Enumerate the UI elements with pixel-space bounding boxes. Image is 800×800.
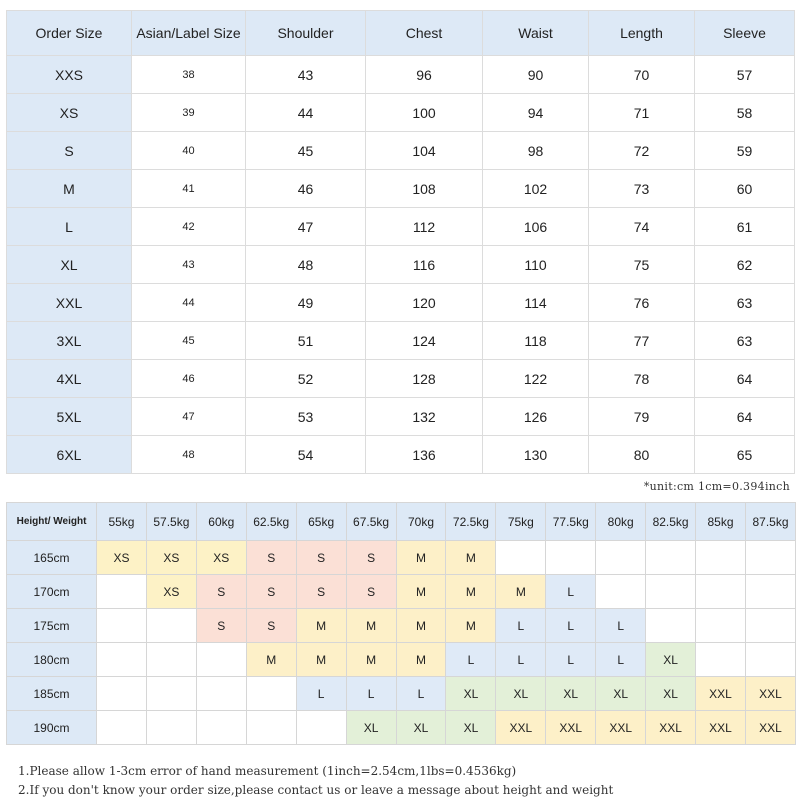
recommended-size-cell: L [546, 575, 596, 609]
size-cell: 75 [589, 246, 695, 284]
size-cell: 5XL [7, 398, 132, 436]
size-cell: 124 [366, 322, 483, 360]
recommended-size-cell: S [296, 541, 346, 575]
recommended-size-cell [146, 677, 196, 711]
size-table-header-row [7, 11, 795, 56]
size-cell: 64 [695, 360, 795, 398]
weight-header: 82.5kg [646, 503, 696, 541]
size-cell: 122 [483, 360, 589, 398]
size-cell: 39 [132, 94, 246, 132]
size-cell: 48 [132, 436, 246, 474]
recommended-size-cell: M [396, 643, 446, 677]
height-weight-corner-label: Height/ Weight [7, 503, 97, 541]
recommended-size-cell [546, 541, 596, 575]
size-cell: 100 [366, 94, 483, 132]
recommended-size-cell [146, 711, 196, 745]
weight-header: 80kg [596, 503, 646, 541]
size-cell: 4XL [7, 360, 132, 398]
recommended-size-cell: L [596, 643, 646, 677]
hw-row [7, 609, 796, 643]
recommended-size-cell: XL [446, 711, 496, 745]
height-label: 180cm [7, 643, 97, 677]
recommended-size-cell [296, 711, 346, 745]
height-label: 165cm [7, 541, 97, 575]
recommended-size-cell [696, 643, 746, 677]
size-cell: 52 [246, 360, 366, 398]
size-row [7, 436, 795, 474]
size-cell: 40 [132, 132, 246, 170]
size-cell: 128 [366, 360, 483, 398]
size-cell: 44 [132, 284, 246, 322]
recommended-size-cell: L [496, 643, 546, 677]
size-cell: 45 [132, 322, 246, 360]
column-header-length: Length [589, 11, 695, 56]
size-cell: 72 [589, 132, 695, 170]
recommended-size-cell [696, 609, 746, 643]
recommended-size-cell [246, 677, 296, 711]
recommended-size-cell: XL [646, 677, 696, 711]
size-cell: 64 [695, 398, 795, 436]
recommended-size-cell [146, 609, 196, 643]
column-header-shoulder: Shoulder [246, 11, 366, 56]
recommended-size-cell: L [496, 609, 546, 643]
size-cell: 62 [695, 246, 795, 284]
size-cell: 76 [589, 284, 695, 322]
recommended-size-cell: L [596, 609, 646, 643]
size-cell: 51 [246, 322, 366, 360]
recommended-size-cell: S [296, 575, 346, 609]
recommended-size-cell: M [396, 575, 446, 609]
weight-header: 75kg [496, 503, 546, 541]
size-cell: 53 [246, 398, 366, 436]
recommended-size-cell: XS [97, 541, 147, 575]
recommended-size-cell [646, 575, 696, 609]
recommended-size-cell: S [196, 609, 246, 643]
recommended-size-cell: XL [346, 711, 396, 745]
size-cell: 130 [483, 436, 589, 474]
recommended-size-cell [745, 541, 795, 575]
column-header-sleeve: Sleeve [695, 11, 795, 56]
recommended-size-cell: M [396, 541, 446, 575]
recommended-size-cell [97, 711, 147, 745]
recommended-size-cell: L [546, 609, 596, 643]
size-row [7, 360, 795, 398]
size-row [7, 94, 795, 132]
size-cell: 114 [483, 284, 589, 322]
size-row [7, 208, 795, 246]
recommended-size-cell: M [346, 609, 396, 643]
recommended-size-cell: XL [396, 711, 446, 745]
recommended-size-cell [745, 609, 795, 643]
height-label: 185cm [7, 677, 97, 711]
recommended-size-cell: XL [646, 643, 696, 677]
recommended-size-cell [97, 575, 147, 609]
column-header-order-size: Order Size [7, 11, 132, 56]
size-cell: 46 [132, 360, 246, 398]
recommended-size-cell: XL [546, 677, 596, 711]
size-cell: 48 [246, 246, 366, 284]
note-contact-us: 2.If you don't know your order size,please contact us or leave a message about height and weight [18, 783, 614, 797]
size-cell: 90 [483, 56, 589, 94]
size-cell: 54 [246, 436, 366, 474]
recommended-size-cell: M [446, 609, 496, 643]
recommended-size-cell: M [396, 609, 446, 643]
size-row [7, 132, 795, 170]
recommended-size-cell: XXL [496, 711, 546, 745]
recommended-size-cell [196, 677, 246, 711]
recommended-size-cell [596, 541, 646, 575]
size-cell: 104 [366, 132, 483, 170]
note-measurement-error: 1.Please allow 1-3cm error of hand measurement (1inch=2.54cm,1lbs=0.4536kg) [18, 764, 517, 778]
recommended-size-cell: XXL [596, 711, 646, 745]
size-cell: 6XL [7, 436, 132, 474]
size-cell: 71 [589, 94, 695, 132]
size-cell: 43 [132, 246, 246, 284]
size-cell: 49 [246, 284, 366, 322]
recommended-size-cell: XS [146, 575, 196, 609]
size-cell: XL [7, 246, 132, 284]
recommended-size-cell [246, 711, 296, 745]
size-cell: 59 [695, 132, 795, 170]
size-cell: 98 [483, 132, 589, 170]
recommended-size-cell: M [496, 575, 546, 609]
recommended-size-cell: M [246, 643, 296, 677]
size-cell: 61 [695, 208, 795, 246]
weight-header: 57.5kg [146, 503, 196, 541]
size-cell: 41 [132, 170, 246, 208]
size-cell: 96 [366, 56, 483, 94]
size-cell: 108 [366, 170, 483, 208]
recommended-size-cell [745, 643, 795, 677]
size-cell: 43 [246, 56, 366, 94]
weight-header: 72.5kg [446, 503, 496, 541]
unit-note: *unit:cm 1cm=0.394inch [643, 480, 790, 493]
recommended-size-cell: L [546, 643, 596, 677]
size-cell: 46 [246, 170, 366, 208]
size-cell: 74 [589, 208, 695, 246]
size-row [7, 246, 795, 284]
column-header-chest: Chest [366, 11, 483, 56]
size-cell: 94 [483, 94, 589, 132]
recommended-size-cell: M [296, 609, 346, 643]
recommended-size-cell: XS [196, 541, 246, 575]
size-cell: 126 [483, 398, 589, 436]
notes [18, 762, 613, 800]
size-cell: 47 [132, 398, 246, 436]
size-cell: XXL [7, 284, 132, 322]
height-label: 175cm [7, 609, 97, 643]
height-label: 170cm [7, 575, 97, 609]
size-cell: 63 [695, 322, 795, 360]
size-cell: S [7, 132, 132, 170]
recommended-size-cell: S [246, 575, 296, 609]
recommended-size-cell: XL [446, 677, 496, 711]
recommended-size-cell: XXL [745, 677, 795, 711]
recommended-size-cell [97, 643, 147, 677]
hw-header-row [7, 503, 796, 541]
recommended-size-cell: S [196, 575, 246, 609]
size-cell: 102 [483, 170, 589, 208]
recommended-size-cell: M [296, 643, 346, 677]
recommended-size-cell [196, 711, 246, 745]
size-cell: 73 [589, 170, 695, 208]
size-cell: 47 [246, 208, 366, 246]
recommended-size-cell: M [346, 643, 396, 677]
column-header-waist: Waist [483, 11, 589, 56]
recommended-size-cell: XXL [646, 711, 696, 745]
recommended-size-cell: L [346, 677, 396, 711]
size-cell: 58 [695, 94, 795, 132]
recommended-size-cell [646, 609, 696, 643]
size-cell: 118 [483, 322, 589, 360]
recommended-size-cell [696, 541, 746, 575]
recommended-size-cell: XL [496, 677, 546, 711]
weight-header: 67.5kg [346, 503, 396, 541]
weight-header: 70kg [396, 503, 446, 541]
size-measurement-table [6, 10, 795, 474]
size-cell: 106 [483, 208, 589, 246]
size-row [7, 398, 795, 436]
recommended-size-cell [146, 643, 196, 677]
size-cell: 44 [246, 94, 366, 132]
recommended-size-cell: L [296, 677, 346, 711]
size-cell: XXS [7, 56, 132, 94]
size-cell: 79 [589, 398, 695, 436]
hw-row [7, 677, 796, 711]
size-cell: XS [7, 94, 132, 132]
size-cell: 110 [483, 246, 589, 284]
hw-row [7, 575, 796, 609]
size-row [7, 322, 795, 360]
hw-row [7, 541, 796, 575]
recommended-size-cell: XL [596, 677, 646, 711]
weight-header: 55kg [97, 503, 147, 541]
hw-row [7, 643, 796, 677]
weight-header: 65kg [296, 503, 346, 541]
size-row [7, 170, 795, 208]
recommended-size-cell [97, 609, 147, 643]
size-cell: 112 [366, 208, 483, 246]
size-cell: 57 [695, 56, 795, 94]
hw-row [7, 711, 796, 745]
height-weight-chart [6, 502, 796, 745]
size-cell: 80 [589, 436, 695, 474]
size-cell: 3XL [7, 322, 132, 360]
recommended-size-cell [745, 575, 795, 609]
recommended-size-cell: XXL [745, 711, 795, 745]
recommended-size-cell [646, 541, 696, 575]
height-label: 190cm [7, 711, 97, 745]
recommended-size-cell: XXL [546, 711, 596, 745]
size-cell: 45 [246, 132, 366, 170]
weight-header: 62.5kg [246, 503, 296, 541]
recommended-size-cell: L [396, 677, 446, 711]
recommended-size-cell: XXL [696, 677, 746, 711]
recommended-size-cell: XS [146, 541, 196, 575]
size-cell: 77 [589, 322, 695, 360]
weight-header: 77.5kg [546, 503, 596, 541]
size-cell: 116 [366, 246, 483, 284]
size-cell: L [7, 208, 132, 246]
size-cell: 38 [132, 56, 246, 94]
size-row [7, 284, 795, 322]
recommended-size-cell: S [346, 541, 396, 575]
size-row [7, 56, 795, 94]
recommended-size-cell: XXL [696, 711, 746, 745]
weight-header: 85kg [696, 503, 746, 541]
recommended-size-cell: M [446, 575, 496, 609]
size-cell: 60 [695, 170, 795, 208]
recommended-size-cell [496, 541, 546, 575]
size-cell: 70 [589, 56, 695, 94]
recommended-size-cell: S [346, 575, 396, 609]
recommended-size-cell: L [446, 643, 496, 677]
size-cell: 65 [695, 436, 795, 474]
recommended-size-cell: S [246, 541, 296, 575]
size-cell: 120 [366, 284, 483, 322]
weight-header: 60kg [196, 503, 246, 541]
size-cell: 63 [695, 284, 795, 322]
recommended-size-cell [196, 643, 246, 677]
weight-header: 87.5kg [745, 503, 795, 541]
recommended-size-cell [596, 575, 646, 609]
recommended-size-cell: S [246, 609, 296, 643]
size-cell: 132 [366, 398, 483, 436]
column-header-asian-label-size: Asian/Label Size [132, 11, 246, 56]
size-cell: 42 [132, 208, 246, 246]
size-cell: 136 [366, 436, 483, 474]
recommended-size-cell [97, 677, 147, 711]
size-cell: M [7, 170, 132, 208]
recommended-size-cell [696, 575, 746, 609]
size-cell: 78 [589, 360, 695, 398]
recommended-size-cell: M [446, 541, 496, 575]
